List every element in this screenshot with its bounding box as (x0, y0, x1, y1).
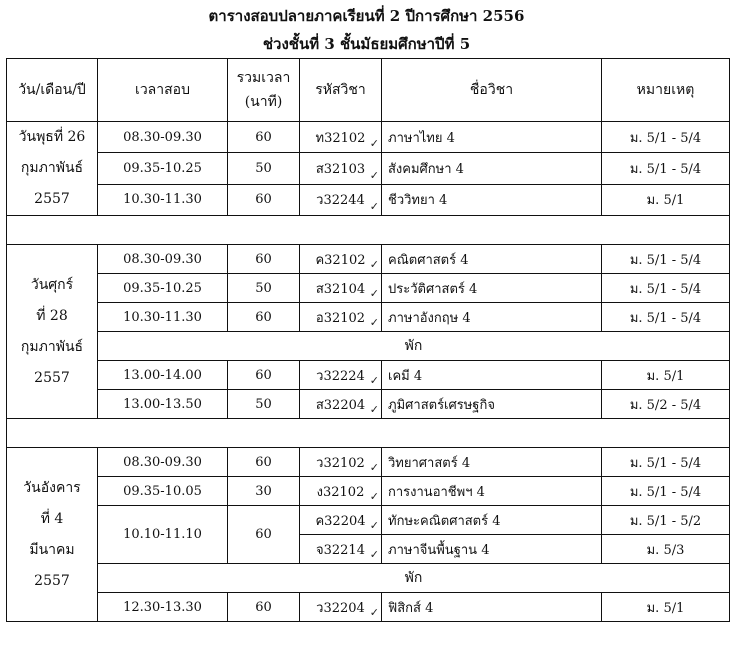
checkmark-icon: ✓ (369, 316, 379, 329)
checkmark-icon: ✓ (369, 200, 379, 213)
table-row (7, 153, 730, 184)
code-text: ค32102 (315, 252, 366, 268)
note-cell: ม. 5/1 - 5/4 (602, 303, 730, 332)
checkmark-icon: ✓ (369, 403, 379, 416)
spacer-cell (7, 216, 730, 245)
time-cell: 13.00-13.50 (98, 390, 228, 419)
title-line-1: ตารางสอบปลายภาคเรียนที่ 2 ปีการศึกษา 2556 (208, 7, 525, 25)
table-row (7, 361, 730, 390)
subject-cell: ภูมิศาสตร์เศรษฐกิจ (382, 390, 602, 419)
day-line: มีนาคม (29, 541, 75, 558)
code-cell (300, 390, 382, 419)
subject-cell: ทักษะคณิตศาสตร์ 4 (382, 506, 602, 535)
code-text: ว32204 (316, 600, 365, 616)
code-text: ค32204 (315, 513, 366, 529)
code-cell (300, 535, 382, 564)
break-cell: พัก (98, 564, 730, 593)
minutes-cell: 60 (228, 361, 300, 390)
checkmark-icon: ✓ (369, 490, 379, 503)
note-cell: ม. 5/1 - 5/4 (602, 477, 730, 506)
note-cell: ม. 5/3 (602, 535, 730, 564)
table-row (7, 245, 730, 274)
table-row (7, 448, 730, 477)
day-line: 2557 (34, 369, 70, 386)
header-total-line-1: รวมเวลา (236, 70, 291, 86)
subject-cell: การงานอาชีพฯ 4 (382, 477, 602, 506)
time-cell: 10.30-11.30 (98, 303, 228, 332)
break-cell: พัก (98, 332, 730, 361)
day-cell (7, 122, 98, 216)
header-subject: ชื่อวิชา (382, 59, 602, 122)
subject-cell: ภาษาจีนพื้นฐาน 4 (382, 535, 602, 564)
day-line: วันพุธที่ 26 (18, 129, 86, 145)
code-cell (300, 303, 382, 332)
code-cell (300, 153, 382, 184)
time-cell: 09.35-10.25 (98, 153, 228, 184)
table-row (7, 274, 730, 303)
code-cell (300, 184, 382, 215)
exam-schedule-table (6, 58, 730, 622)
checkmark-icon: ✓ (369, 168, 379, 182)
code-cell (300, 245, 382, 274)
note-cell: ม. 5/1 - 5/4 (602, 122, 730, 153)
day-line: กุมภาพันธ์ (20, 160, 84, 176)
minutes-cell: 60 (228, 593, 300, 622)
code-text: จ32214 (316, 542, 365, 558)
note-cell: ม. 5/1 - 5/2 (602, 506, 730, 535)
spacer-row (7, 419, 730, 448)
header-date: วัน/เดือน/ปี (7, 59, 98, 122)
code-text: ส32204 (315, 397, 366, 413)
code-text: ส32103 (315, 161, 366, 177)
time-cell: 09.35-10.25 (98, 274, 228, 303)
subject-cell: สังคมศึกษา 4 (382, 153, 602, 184)
table-row (7, 477, 730, 506)
header-time: เวลาสอบ (98, 59, 228, 122)
time-cell: 10.10-11.10 (98, 506, 228, 564)
table-row (7, 122, 730, 153)
minutes-cell: 30 (228, 477, 300, 506)
header-note: หมายเหตุ (602, 59, 730, 122)
break-row (7, 332, 730, 361)
time-cell: 10.30-11.30 (98, 184, 228, 215)
code-cell (300, 361, 382, 390)
day-line: 2557 (34, 191, 70, 207)
code-cell (300, 506, 382, 535)
note-cell: ม. 5/2 - 5/4 (602, 390, 730, 419)
time-cell: 09.35-10.05 (98, 477, 228, 506)
table-row (7, 593, 730, 622)
code-cell (300, 274, 382, 303)
checkmark-icon: ✓ (369, 287, 379, 300)
subject-cell: วิทยาศาสตร์ 4 (382, 448, 602, 477)
header-total-minutes (228, 59, 300, 122)
time-cell: 12.30-13.30 (98, 593, 228, 622)
code-cell (300, 593, 382, 622)
minutes-cell: 50 (228, 390, 300, 419)
spacer-row (7, 216, 730, 245)
code-text: ว32224 (316, 368, 365, 384)
checkmark-icon: ✓ (369, 137, 379, 151)
table-row (7, 184, 730, 215)
time-cell: 08.30-09.30 (98, 122, 228, 153)
minutes-cell: 60 (228, 122, 300, 153)
minutes-cell: 60 (228, 506, 300, 564)
subject-cell: ประวัติศาสตร์ 4 (382, 274, 602, 303)
day-cell (7, 448, 98, 622)
table-row (7, 390, 730, 419)
header-code: รหัสวิชา (300, 59, 382, 122)
subject-cell: ฟิสิกส์ 4 (382, 593, 602, 622)
minutes-cell: 50 (228, 153, 300, 184)
time-cell: 08.30-09.30 (98, 448, 228, 477)
checkmark-icon: ✓ (369, 461, 379, 474)
day-line: ที่ 28 (36, 307, 68, 324)
note-cell: ม. 5/1 - 5/4 (602, 153, 730, 184)
minutes-cell: 60 (228, 245, 300, 274)
note-cell: ม. 5/1 (602, 593, 730, 622)
time-cell: 08.30-09.30 (98, 245, 228, 274)
title-line-2: ช่วงชั้นที่ 3 ชั้นมัธยมศึกษาปีที่ 5 (262, 35, 471, 53)
checkmark-icon: ✓ (369, 258, 379, 271)
code-text: ว32244 (316, 193, 365, 209)
day-line: กุมภาพันธ์ (20, 338, 84, 355)
note-cell: ม. 5/1 - 5/4 (602, 448, 730, 477)
checkmark-icon: ✓ (369, 606, 379, 619)
table-row (7, 303, 730, 332)
subject-cell: ชีววิทยา 4 (382, 184, 602, 215)
subject-cell: เคมี 4 (382, 361, 602, 390)
note-cell: ม. 5/1 (602, 184, 730, 215)
header-row (7, 59, 730, 122)
day-line: ที่ 4 (40, 510, 64, 527)
checkmark-icon: ✓ (369, 374, 379, 387)
day-line: 2557 (34, 572, 70, 589)
code-text: อ32102 (315, 310, 366, 326)
subject-cell: ภาษาอังกฤษ 4 (382, 303, 602, 332)
spacer-cell (7, 419, 730, 448)
code-cell (300, 448, 382, 477)
subject-cell: ภาษาไทย 4 (382, 122, 602, 153)
code-text: ว32102 (316, 455, 365, 471)
minutes-cell: 50 (228, 274, 300, 303)
time-cell: 13.00-14.00 (98, 361, 228, 390)
minutes-cell: 60 (228, 448, 300, 477)
note-cell: ม. 5/1 - 5/4 (602, 274, 730, 303)
table-row (7, 506, 730, 535)
day-line: วันศุกร์ (30, 276, 74, 293)
code-cell (300, 122, 382, 153)
minutes-cell: 60 (228, 184, 300, 215)
code-text: ง32102 (316, 484, 365, 500)
header-total-line-2: (นาที) (244, 94, 283, 110)
minutes-cell: 60 (228, 303, 300, 332)
code-cell (300, 477, 382, 506)
checkmark-icon: ✓ (369, 548, 379, 561)
code-text: ท32102 (315, 130, 366, 146)
code-text: ส32104 (315, 281, 366, 297)
break-row (7, 564, 730, 593)
day-line: วันอังคาร (23, 479, 81, 496)
subject-cell: คณิตศาสตร์ 4 (382, 245, 602, 274)
checkmark-icon: ✓ (369, 519, 379, 532)
note-cell: ม. 5/1 (602, 361, 730, 390)
note-cell: ม. 5/1 - 5/4 (602, 245, 730, 274)
day-cell (7, 245, 98, 419)
